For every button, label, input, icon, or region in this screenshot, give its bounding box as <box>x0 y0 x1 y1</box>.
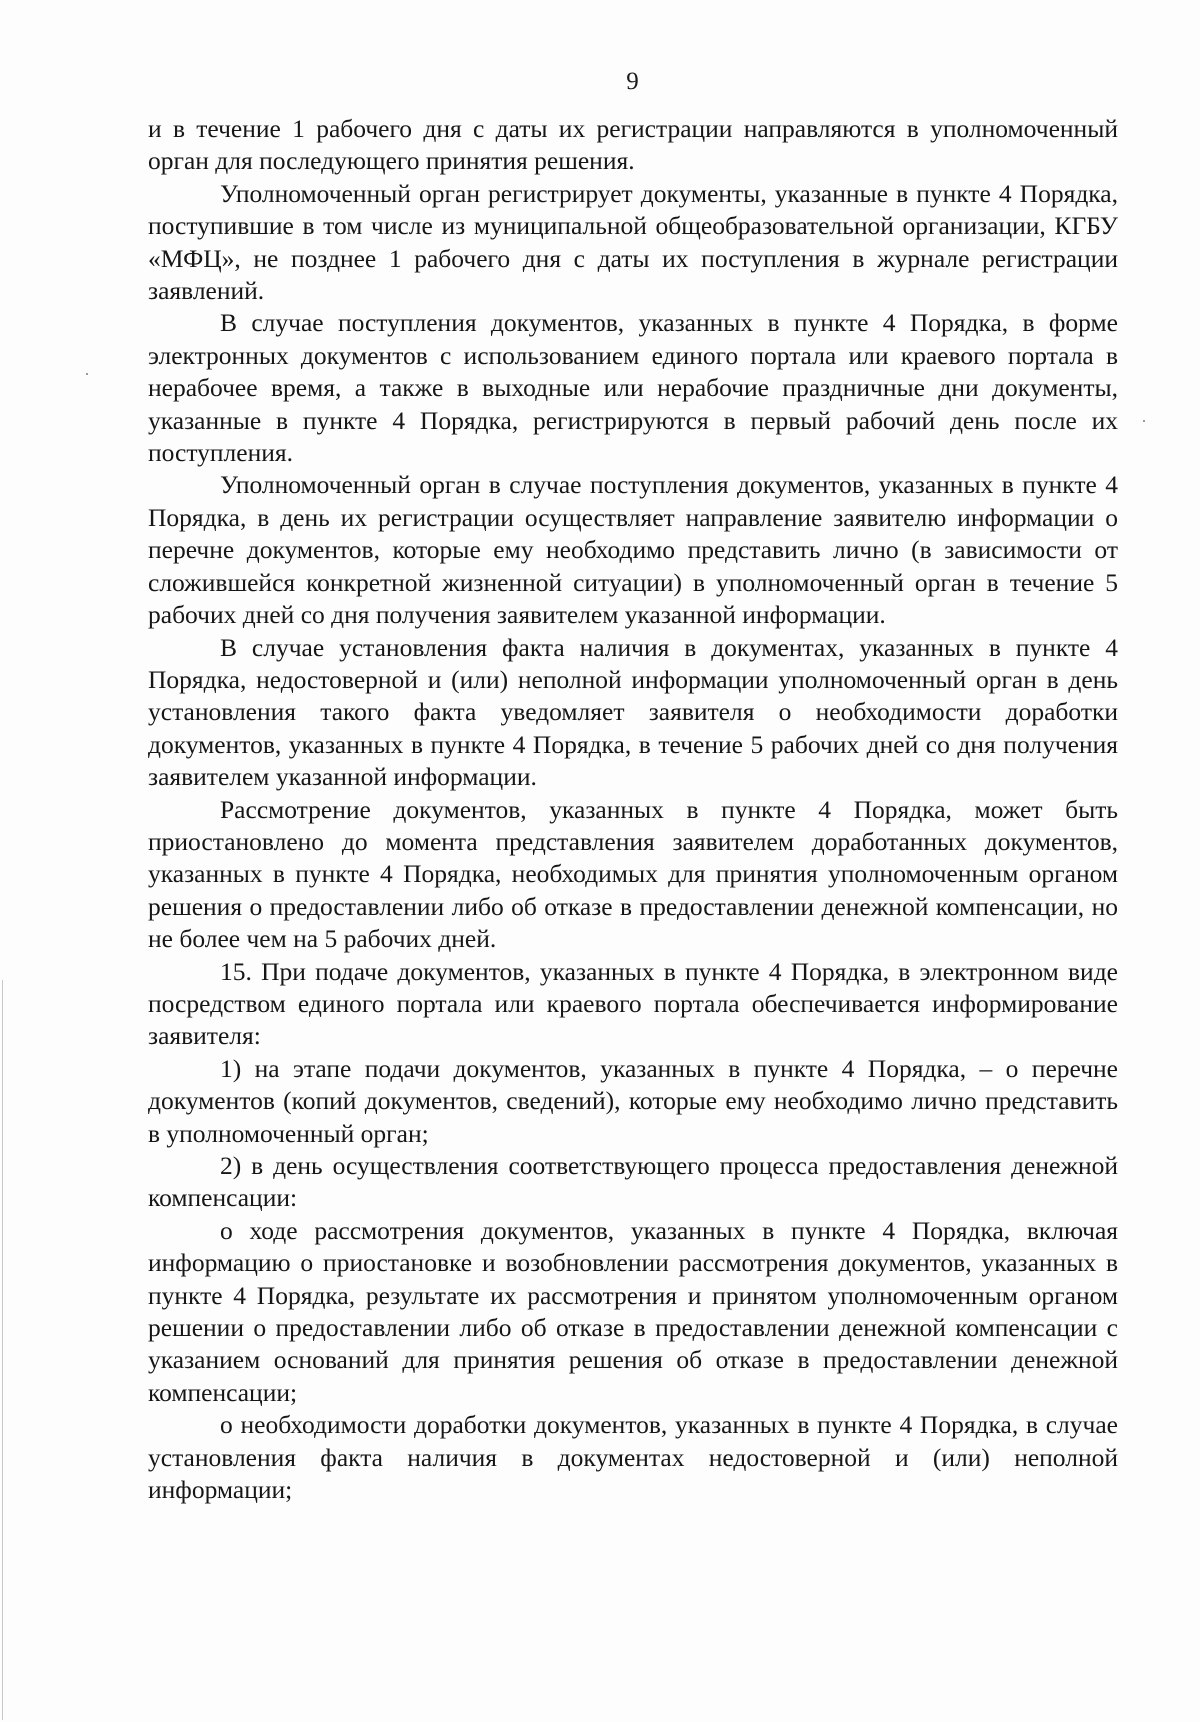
paragraph-subitem-2: 2) в день осуществления соответствующего процесса предоставления денежной компенсации: <box>148 1151 1118 1213</box>
paragraph-suspension: Рассмотрение документов, указанных в пункте 4 Порядка, может быть приостановлено до момента представления заявителем доработанных документов, указанных в пункте 4 Порядка, необходимых для принятия уполномоченным органом решения о предоставлении либо об отказе в предоставлении денежной компенсации, но не более чем на 5 рабочих дней. <box>148 794 1118 954</box>
paragraph-subitem-1: 1) на этапе подачи документов, указанных в пункте 4 Порядка, – о перечне документов (копий документов, сведений), которые ему необходимо лично представить в уполномоченный орган; <box>148 1053 1118 1148</box>
paragraph-applicant-notice: Уполномоченный орган в случае поступления документов, указанных в пункте 4 Порядка, в день их регистрации осуществляет направление заявителю информации о перечне документов, которые ему необходимо представить лично (в зависимости от сложившейся конкретной жизненной ситуации) в уполномоченный орган в течение 5 рабочих дней со дня получения заявителем указанной информации. <box>148 470 1118 630</box>
scan-edge-line <box>2 980 3 1720</box>
document-body <box>148 113 1118 1506</box>
paragraph-progress-info: о ходе рассмотрения документов, указанных в пункте 4 Порядка, включая информацию о приостановке и возобновлении рассмотрения документов, указанных в пункте 4 Порядка, результате их рассмотрения и принятом уполномоченным органом решении о предоставлении либо об отказе в предоставлении денежной компенсации с указанием оснований для принятия решения об отказе в предоставлении денежной компенсации; <box>148 1215 1118 1407</box>
paragraph-continuation: и в течение 1 рабочего дня с даты их регистрации направляются в уполномоченный орган для последующего принятия решения. <box>148 114 1118 176</box>
paragraph-registration: Уполномоченный орган регистрирует документы, указанные в пункте 4 Порядка, поступившие в том числе из муниципальной общеобразовательной организации, КГБУ «МФЦ», не позднее 1 рабочего дня с даты их поступления в журнале регистрации заявлений. <box>148 178 1118 306</box>
scan-speck <box>86 373 88 375</box>
paragraph-incomplete-info: В случае установления факта наличия в документах, указанных в пункте 4 Порядка, недостоверной и (или) неполной информации уполномоченный орган в день установления такого факта уведомляет заявителя о необходимости доработки документов, указанных в пункте 4 Порядка, в течение 5 рабочих дней со дня получения заявителем указанной информации. <box>148 632 1118 792</box>
paragraph-item-15: 15. При подаче документов, указанных в пункте 4 Порядка, в электронном виде посредством единого портала или краевого портала обеспечивается информирование заявителя: <box>148 956 1118 1051</box>
scan-speck <box>1143 420 1145 422</box>
paragraph-nonworking-time: В случае поступления документов, указанных в пункте 4 Порядка, в форме электронных документов с использованием единого портала или краевого портала в нерабочее время, а также в выходные или нерабочие праздничные дни документы, указанные в пункте 4 Порядка, регистрируются в первый рабочий день после их поступления. <box>148 308 1118 468</box>
page-number: 9 <box>626 68 639 95</box>
paragraph-revision-info: о необходимости доработки документов, указанных в пункте 4 Порядка, в случае установления факта наличия в документах недостоверной и (или) неполной информации; <box>148 1410 1118 1505</box>
